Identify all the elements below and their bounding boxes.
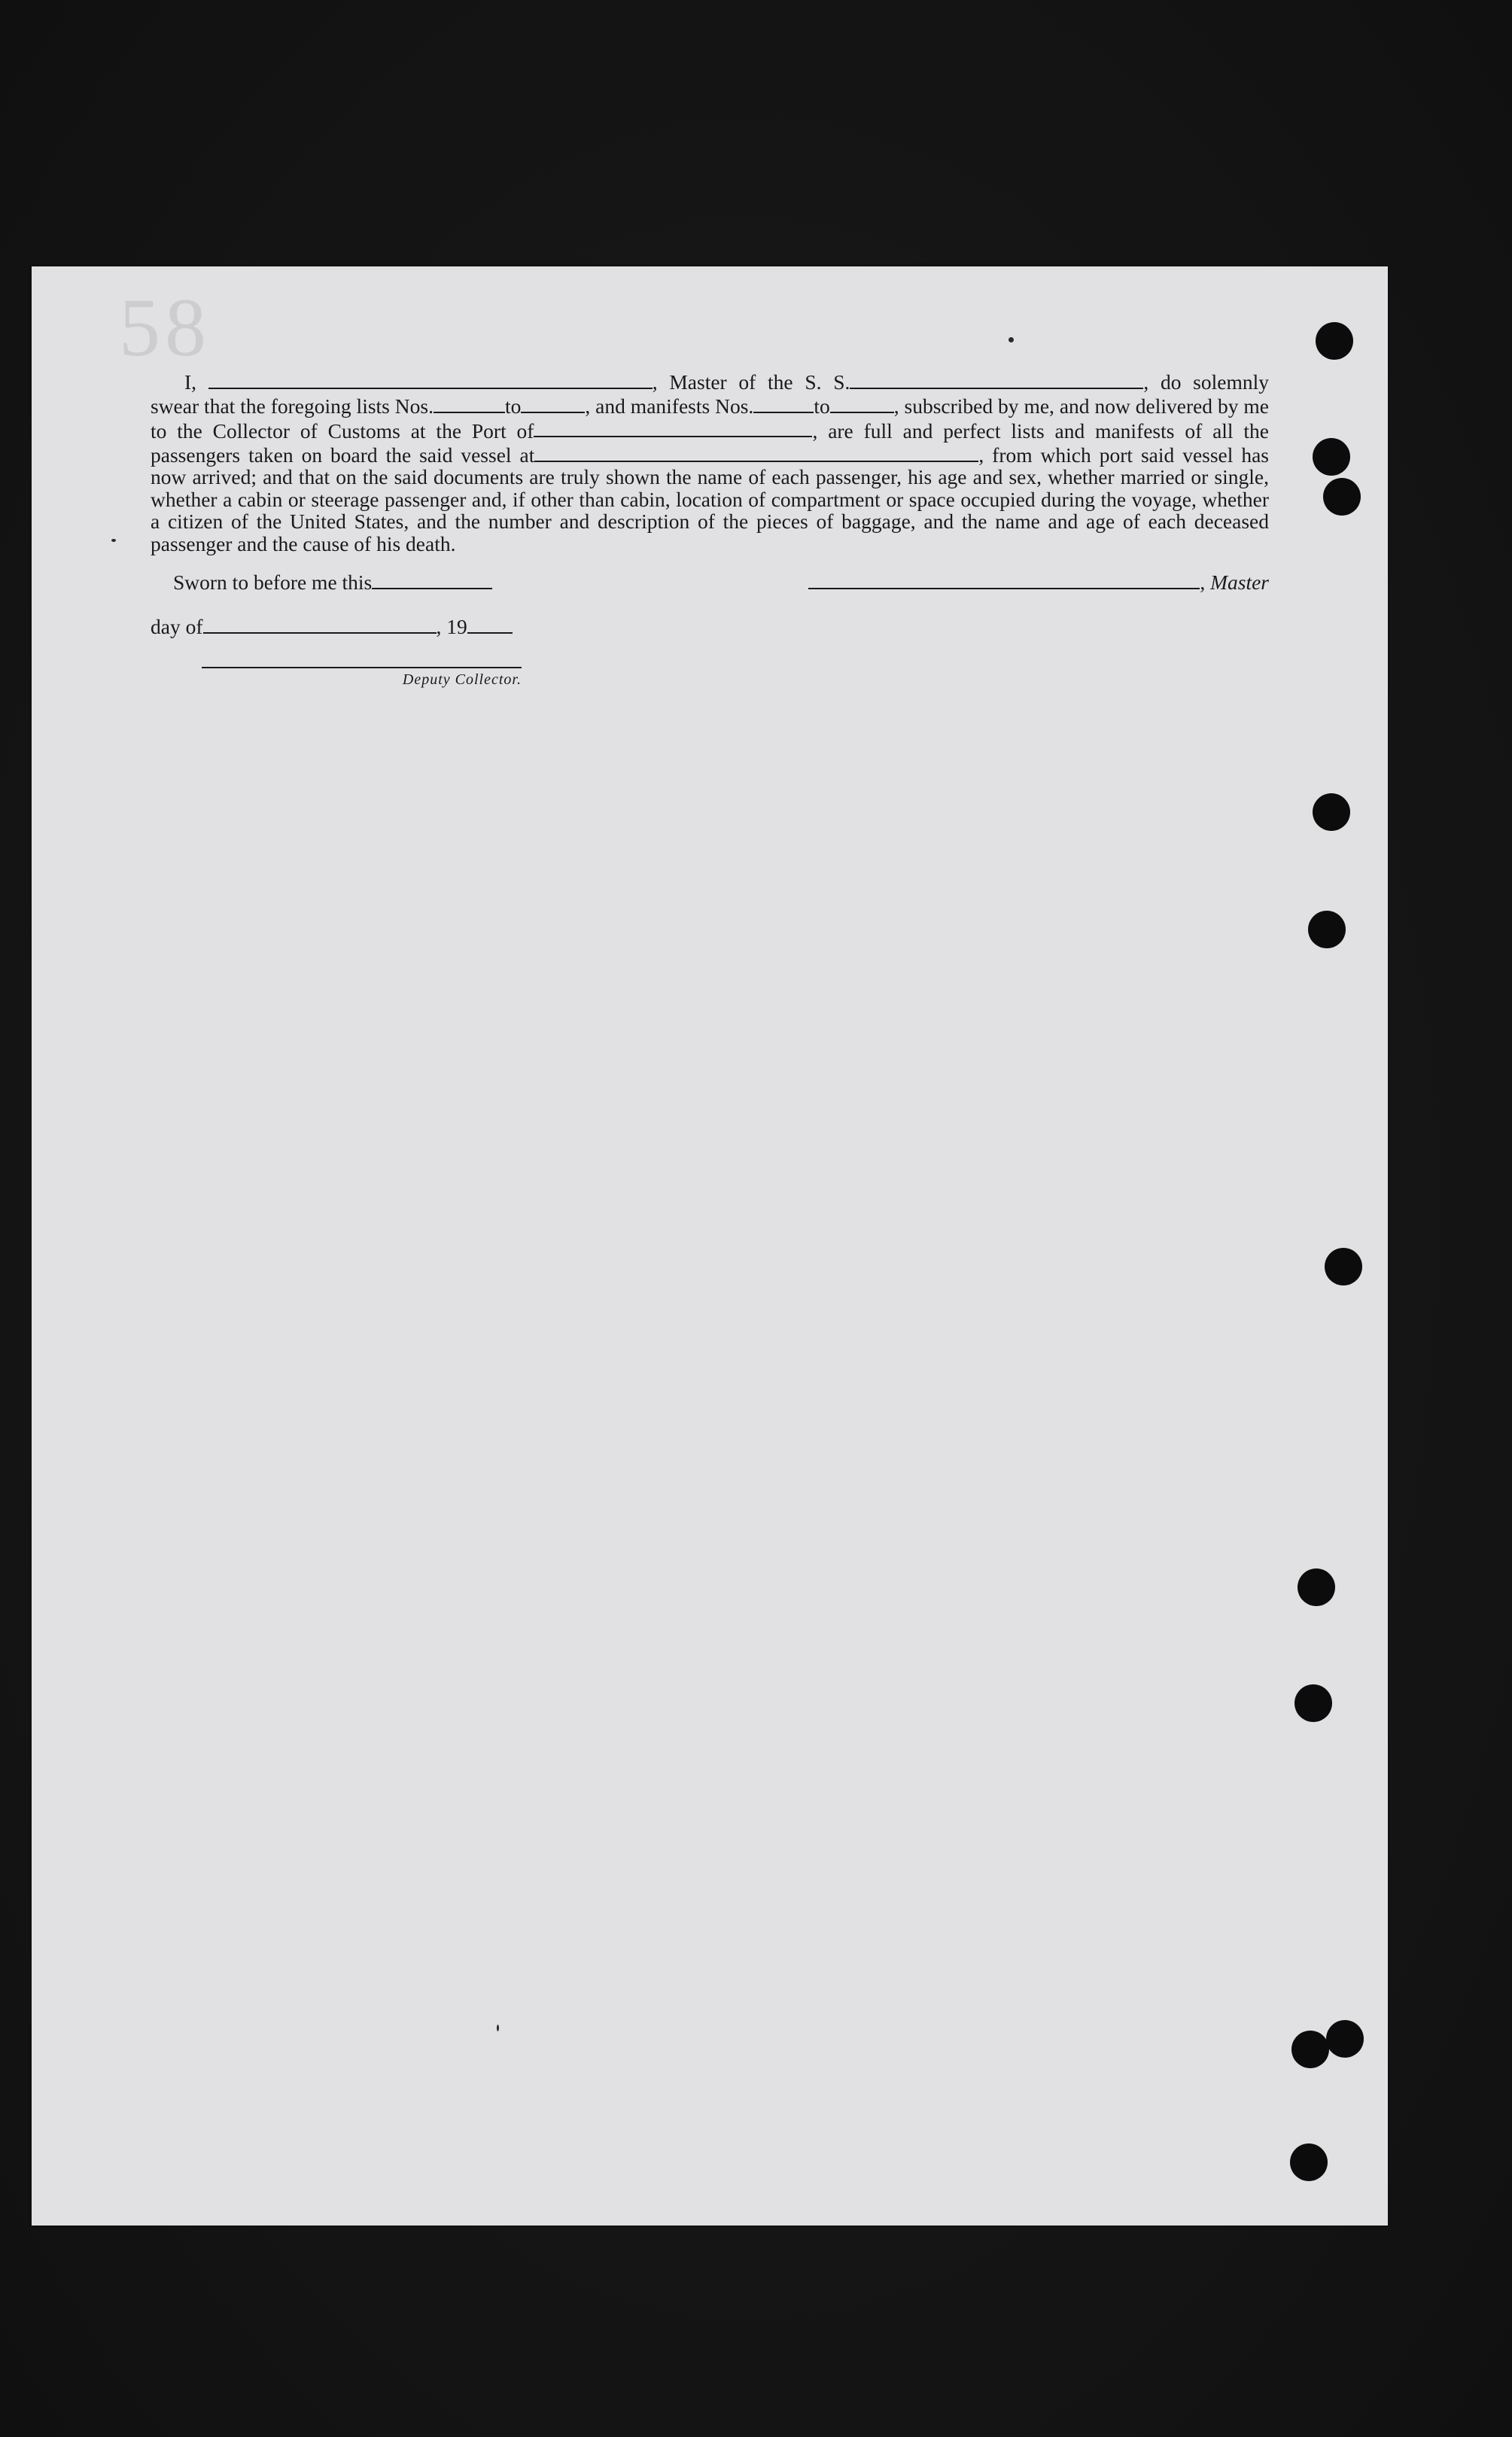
year-blank — [467, 613, 513, 634]
master-oath-paragraph — [151, 369, 1269, 555]
oath-to-2: to — [814, 394, 830, 418]
master-signature-blank — [808, 569, 1200, 589]
sworn-row — [151, 569, 1269, 595]
binder-hole — [1313, 438, 1350, 476]
year-prefix: , 19 — [436, 614, 467, 638]
sworn-statement — [173, 569, 492, 595]
manifest-page — [32, 266, 1388, 2226]
paper-speck — [497, 2025, 499, 2031]
binder-hole — [1290, 2143, 1328, 2181]
day-of-label: day of — [151, 614, 203, 638]
binder-hole — [1326, 2020, 1364, 2058]
deputy-label: Deputy Collector. — [402, 671, 522, 688]
oath-and-manifests: , and manifests Nos. — [585, 394, 754, 418]
master-name-blank — [208, 369, 653, 389]
manifest-to-blank — [830, 393, 894, 413]
ship-name-blank — [850, 369, 1143, 389]
binder-hole — [1298, 1568, 1335, 1606]
oath-full-and-perfect: , are full and perfect lists and manifests of all the passengers taken on board the said vessel at — [151, 418, 1270, 467]
binder-hole — [1294, 1684, 1332, 1722]
list-to-blank — [521, 393, 585, 413]
binder-hole — [1308, 911, 1346, 948]
binder-hole — [1313, 793, 1350, 831]
port-blank — [534, 418, 812, 438]
month-blank — [203, 613, 437, 634]
manifest-from-blank — [753, 393, 814, 413]
oath-i: I, — [184, 370, 197, 394]
binder-hole — [1323, 478, 1361, 516]
list-from-blank — [434, 393, 505, 413]
oath-from-which: , from which port said vessel has now arrived; and that on the said documents are truly shown the name of each passenger, his age and sex, whether married or single, whether a cabin or steerage passenger and, if other than cabin, location of compartment or space occupied during the voyage, whether a citizen of the United States, and the number and description of the pieces of baggage, and the name and age of each deceased passenger and the cause of his death. — [151, 443, 1269, 555]
binder-hole — [1316, 322, 1353, 360]
oath-master-of-ss: , Master of the S. S. — [652, 370, 850, 394]
day-of-row — [151, 613, 513, 639]
master-signature — [808, 569, 1269, 595]
master-suffix: , — [1200, 570, 1211, 594]
departure-port-blank — [534, 442, 978, 462]
paper-speck — [111, 539, 116, 542]
master-label: Master — [1210, 570, 1269, 594]
deputy-collector-signature — [202, 667, 522, 689]
sworn-day-blank — [372, 569, 492, 589]
binder-hole — [1291, 2031, 1329, 2068]
sworn-label: Sworn to before me this — [173, 570, 373, 594]
oath-to-1: to — [505, 394, 522, 418]
binder-hole — [1325, 1248, 1362, 1285]
oath-do-solemnly: , do solemnly swear that the foregoing lists Nos. — [151, 370, 1269, 418]
faded-stamp-number: 58 — [119, 281, 211, 373]
paper-speck — [1009, 337, 1014, 342]
oath-subscribed: , subscribed by me, and now delivered by me to the Collector of Customs at the Port of — [151, 394, 1269, 443]
